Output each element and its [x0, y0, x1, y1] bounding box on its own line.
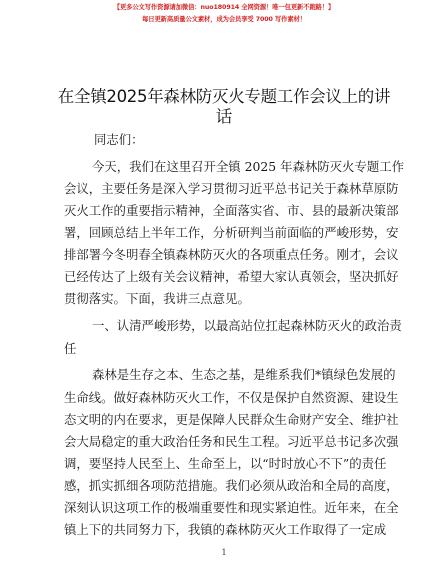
- paragraph-line: 镇上下的共同努力下，我镇的森林防灭火工作取得了一定成: [64, 522, 387, 537]
- document-title-line-2: 话: [215, 107, 233, 126]
- paragraph-line: 署，回顾总结上半年工作，分析研判当前面临的严峻形势，安: [64, 225, 399, 240]
- paragraph-line: 态文明的内在要求，更是保障人民群众生命财产安全、维护社: [64, 412, 399, 427]
- paragraph-line: 生命线。做好森林防灭火工作，不仅是保护自然资源、建设生: [64, 390, 399, 405]
- paragraph-line: 会议，主要任务是深入学习贯彻习近平总书记关于森林草原防: [64, 181, 399, 196]
- document-title-line-1: 在全镇2025年森林防灭火专题工作会议上的讲: [57, 87, 391, 106]
- paragraph-line: 调，要坚持人民至上、生命至上，以“时时放心不下”的责任: [64, 456, 387, 471]
- section-heading-line: 一、认清严峻形势，以最高站位扛起森林防灭火的政治责: [92, 318, 402, 333]
- paragraph-line: 已经传达了上级有关会议精神，希望大家认真领会，坚决抓好: [64, 269, 399, 284]
- promo-banner-line-2: 每日更新高质量公文素材，成为会员享受 7000 写作素材！: [142, 16, 306, 23]
- salutation: 同志们：: [94, 132, 144, 147]
- paragraph-line: 深刻认识这项工作的极端重要性和现实紧迫性。近年来，在全: [64, 500, 399, 515]
- paragraph-line: 贯彻落实。下面，我讲三点意见。: [64, 291, 250, 306]
- paragraph-line: 今天，我们在这里召开全镇 2025 年森林防灭火专题工作: [92, 159, 405, 174]
- paragraph-line: 森林是生存之本、生态之基，是维系我们*镇绿色发展的: [92, 367, 396, 382]
- paragraph-line: 灭火工作的重要指示精神，全面落实省、市、县的最新决策部: [64, 203, 399, 218]
- paragraph-line: 感，抓实抓细各项防范措施。我们必须从政治和全局的高度，: [64, 478, 399, 493]
- section-heading-line: 任: [64, 341, 77, 356]
- promo-banner-line-1: 【更多公文写作资源请加微信：nuo180914 全网资源！唯一包更新不跑路！】: [113, 4, 335, 11]
- paragraph-line: 排部署今冬明春全镇森林防灭火的各项重点任务。刚才，会议: [64, 247, 399, 262]
- page-number: 1: [221, 548, 227, 557]
- paragraph-line: 会大局稳定的重大政治任务和民生工程。习近平总书记多次强: [64, 434, 399, 449]
